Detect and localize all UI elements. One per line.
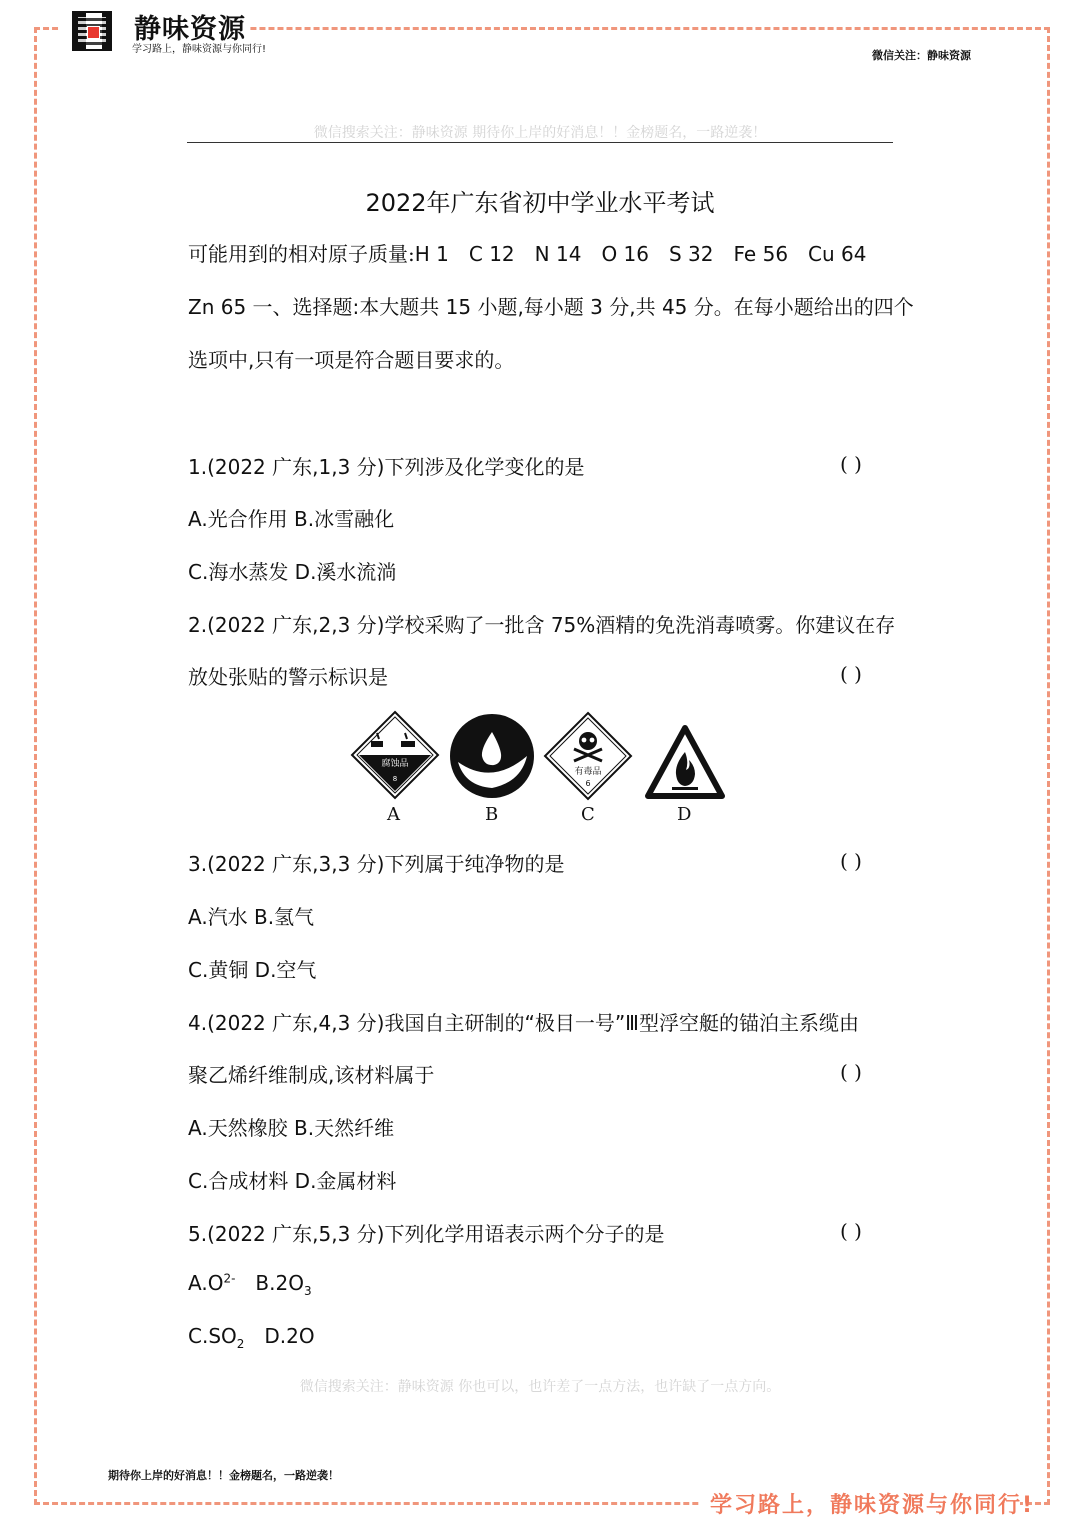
answer-blank-4: ( ) [840, 1060, 862, 1084]
header-wechat-follow: 微信关注：静味资源 [872, 49, 971, 62]
question-3-options-cd: C.黄铜 D.空气 [188, 958, 317, 982]
answer-blank-5: ( ) [840, 1219, 862, 1243]
section-title: 一、选择题:本大题共 15 小题,每小题 3 分,共 45 分。在每小题给出的四个 [252, 295, 914, 319]
question-2-stem: 2.(2022 广东,2,3 分)学校采购了一批含 75%酒精的免洗消毒喷雾。你建议在存 [188, 613, 896, 637]
mass-item: Fe 56 [733, 242, 789, 266]
question-1-options-cd: C.海水蒸发 D.溪水流淌 [188, 560, 397, 584]
watermark-top: 微信搜索关注：静味资源 期待你上岸的好消息！！金榜题名，一路逆袭！ [313, 125, 767, 141]
option-b-subscript: 3 [303, 1284, 312, 1298]
question-2-stem-cont: 放处张贴的警示标识是 [188, 665, 388, 689]
atomic-masses-line [188, 238, 867, 267]
sign-label-a: A [387, 804, 400, 825]
corrosive-sign-icon [352, 712, 438, 798]
question-5-options-ab [188, 1271, 312, 1298]
question-4-stem-cont: 聚乙烯纤维制成,该材料属于 [188, 1063, 435, 1087]
option-b: B.2O [255, 1271, 304, 1295]
sign-label-c: C [581, 804, 595, 825]
question-4-stem: 4.(2022 广东,4,3 分)我国自主研制的“极目一号”Ⅲ型浮空艇的锚泊主系缆由 [188, 1011, 859, 1035]
qr-code-icon [72, 11, 112, 51]
option-c-subscript: 2 [236, 1337, 245, 1351]
water-drop-sign-icon [450, 714, 534, 798]
brand-slogan: 学习路上，静味资源与你同行! [132, 44, 267, 55]
sign-a-text: 腐蚀品 [381, 759, 409, 769]
answer-blank-3: ( ) [840, 849, 862, 873]
page-title: 2022年广东省初中学业水平考试 [365, 189, 715, 217]
mass-item: N 14 [534, 242, 582, 266]
watermark-bottom: 微信搜索关注：静味资源 你也可以，也许差了一点方法，也许缺了一点方向。 [299, 1379, 781, 1395]
mass-item: H 1 [414, 242, 449, 266]
mass-item: Cu 64 [808, 242, 867, 266]
mass-item: C 12 [468, 242, 515, 266]
sign-c-number: 6 [585, 779, 591, 788]
question-3-options-ab: A.汽水 B.氢气 [188, 905, 315, 929]
question-4-options-cd: C.合成材料 D.金属材料 [188, 1169, 397, 1193]
option-a: A.O [188, 1271, 224, 1295]
footer-right-slogan: 学习路上，静味资源与你同行! [710, 1493, 1035, 1518]
option-c: C.SO [188, 1324, 237, 1348]
top-rule [187, 142, 893, 143]
footer-left-slogan: 期待你上岸的好消息！！金榜题名，一路逆袭！ [108, 1469, 339, 1482]
sign-label-b: B [485, 804, 499, 825]
mass-item: S 32 [669, 242, 714, 266]
flammable-sign-icon [648, 728, 722, 796]
toxic-sign-icon [545, 713, 631, 799]
question-5-stem: 5.(2022 广东,5,3 分)下列化学用语表示两个分子的是 [188, 1222, 665, 1246]
sign-label-d: D [677, 804, 692, 825]
question-1-stem: 1.(2022 广东,1,3 分)下列涉及化学变化的是 [188, 455, 585, 479]
answer-blank-1: ( ) [840, 452, 862, 476]
sign-a-number: 8 [392, 775, 398, 783]
mass-item-last: Zn 65 [188, 295, 247, 319]
question-4-options-ab: A.天然橡胶 B.天然纤维 [188, 1116, 395, 1140]
question-3-stem: 3.(2022 广东,3,3 分)下列属于纯净物的是 [188, 852, 565, 876]
question-1-options-ab: A.光合作用 B.冰雪融化 [188, 507, 395, 531]
atomic-masses-label: 可能用到的相对原子质量: [188, 242, 415, 266]
brand-name: 静味资源 [134, 14, 246, 45]
mass-item: O 16 [601, 242, 649, 266]
section-heading [188, 291, 914, 320]
answer-blank-2: ( ) [840, 662, 862, 686]
sign-c-text: 有毒品 [574, 767, 602, 777]
section-heading-cont: 选项中,只有一项是符合题目要求的。 [188, 348, 515, 372]
question-5-options-cd [188, 1324, 315, 1351]
option-d: D.2O [264, 1324, 315, 1348]
option-a-superscript: 2- [223, 1271, 236, 1286]
